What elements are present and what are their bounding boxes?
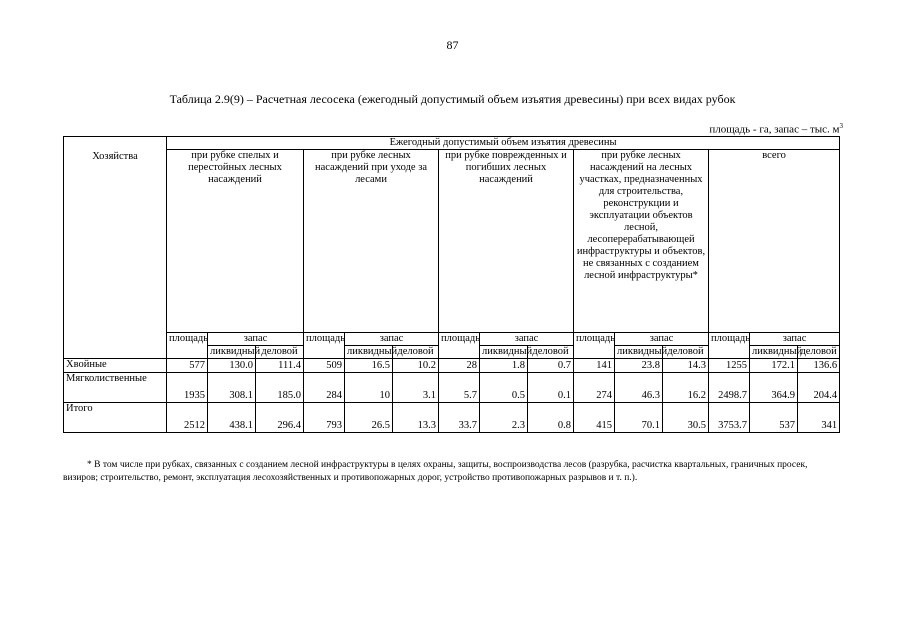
header-liquid: ликвидный	[345, 346, 393, 359]
header-group-infrastructure: при рубке лесных насаждений на лесных участках, предназначенных для строительства, реконструкции и эксплуатации объектов лесной, лесоперерабатывающей инфраструктуры и объектов, не связанных с созданием лесной инфраструктуры*	[574, 150, 709, 333]
table-row	[64, 403, 840, 433]
table-cell: 793	[304, 403, 345, 433]
table-cell: 509	[304, 359, 345, 373]
table-cell: 2498.7	[709, 373, 750, 403]
table-cell: 1.8	[480, 359, 528, 373]
table-row	[64, 359, 840, 373]
table-cell: 2512	[167, 403, 208, 433]
table-cell: 33.7	[439, 403, 480, 433]
table-cell: 3753.7	[709, 403, 750, 433]
table-cell: 274	[574, 373, 615, 403]
header-liquid: ликвидный	[750, 346, 798, 359]
header-farms: Хозяйства	[64, 137, 167, 359]
table-cell: 341	[798, 403, 840, 433]
table-cell: 10.2	[393, 359, 439, 373]
table-cell: 46.3	[615, 373, 663, 403]
table-cell: 10	[345, 373, 393, 403]
header-business: деловой	[256, 346, 304, 359]
header-group-total: всего	[709, 150, 840, 333]
table-cell: 2.3	[480, 403, 528, 433]
table-cell: 204.4	[798, 373, 840, 403]
header-business: деловой	[528, 346, 574, 359]
table-cell: 438.1	[208, 403, 256, 433]
table-cell: 0.1	[528, 373, 574, 403]
table-body	[64, 359, 840, 433]
harvest-table	[63, 136, 840, 433]
table-cell: 577	[167, 359, 208, 373]
header-liquid: ликвидный	[480, 346, 528, 359]
table-cell: 70.1	[615, 403, 663, 433]
header-liquid: ликвидный	[615, 346, 663, 359]
header-annual-volume: Ежегодный допустимый объем изъятия древесины	[167, 137, 840, 150]
units-text: площадь - га, запас – тыс. м	[709, 123, 840, 136]
table-cell: 296.4	[256, 403, 304, 433]
header-business: деловой	[393, 346, 439, 359]
table-cell: 5.7	[439, 373, 480, 403]
header-stock: запас	[750, 333, 840, 346]
row-label: Итого	[64, 403, 167, 433]
table-cell: 14.3	[663, 359, 709, 373]
header-group-thinning: при рубке лесных насаждений при уходе за лесами	[304, 150, 439, 333]
header-stock: запас	[208, 333, 304, 346]
footnote: * В том числе при рубках, связанных с созданием лесной инфраструктуры в целях охраны, защиты, воспроизводства лесов (разрубка, расчистка квартальных, граничных просек, визиров; строительство, ремонт, эксплуатация лесохозяйственных и противопожарных дорог, устройство противопожарных разрывов и т. п.).	[63, 460, 808, 483]
table-cell: 130.0	[208, 359, 256, 373]
header-area: площадь	[709, 333, 750, 359]
header-stock: запас	[480, 333, 574, 346]
header-business: деловой	[798, 346, 840, 359]
table-cell: 16.2	[663, 373, 709, 403]
table-cell: 136.6	[798, 359, 840, 373]
header-area: площадь	[167, 333, 208, 359]
table-cell: 185.0	[256, 373, 304, 403]
row-label: Хвойные	[64, 359, 167, 373]
table-cell: 23.8	[615, 359, 663, 373]
table-cell: 16.5	[345, 359, 393, 373]
units-superscript: 3	[839, 122, 843, 130]
header-stock: запас	[345, 333, 439, 346]
header-area: площадь	[439, 333, 480, 359]
header-business: деловой	[663, 346, 709, 359]
header-area: площадь	[574, 333, 615, 359]
table-cell: 141	[574, 359, 615, 373]
table-cell: 308.1	[208, 373, 256, 403]
table-cell: 415	[574, 403, 615, 433]
table-cell: 537	[750, 403, 798, 433]
table-cell: 172.1	[750, 359, 798, 373]
table-cell: 1255	[709, 359, 750, 373]
table-cell: 111.4	[256, 359, 304, 373]
table-cell: 0.7	[528, 359, 574, 373]
table-caption: Таблица 2.9(9) – Расчетная лесосека (ежегодный допустимый объем изъятия древесины) при всех видах рубок	[169, 92, 736, 106]
table-row	[64, 373, 840, 403]
units-note	[709, 122, 843, 136]
table-cell: 28	[439, 359, 480, 373]
row-label: Мягколиственные	[64, 373, 167, 403]
page-number: 87	[446, 38, 459, 52]
table-cell: 0.8	[528, 403, 574, 433]
table-cell: 30.5	[663, 403, 709, 433]
table-cell: 1935	[167, 373, 208, 403]
table-cell: 3.1	[393, 373, 439, 403]
table-cell: 364.9	[750, 373, 798, 403]
table-cell: 13.3	[393, 403, 439, 433]
table-cell: 0.5	[480, 373, 528, 403]
header-group-damaged: при рубке поврежденных и погибших лесных насаждений	[439, 150, 574, 333]
table-cell: 284	[304, 373, 345, 403]
header-liquid: ликвидный	[208, 346, 256, 359]
header-group-mature: при рубке спелых и перестойных лесных насаждений	[167, 150, 304, 333]
header-stock: запас	[615, 333, 709, 346]
header-area: площадь	[304, 333, 345, 359]
table-cell: 26.5	[345, 403, 393, 433]
